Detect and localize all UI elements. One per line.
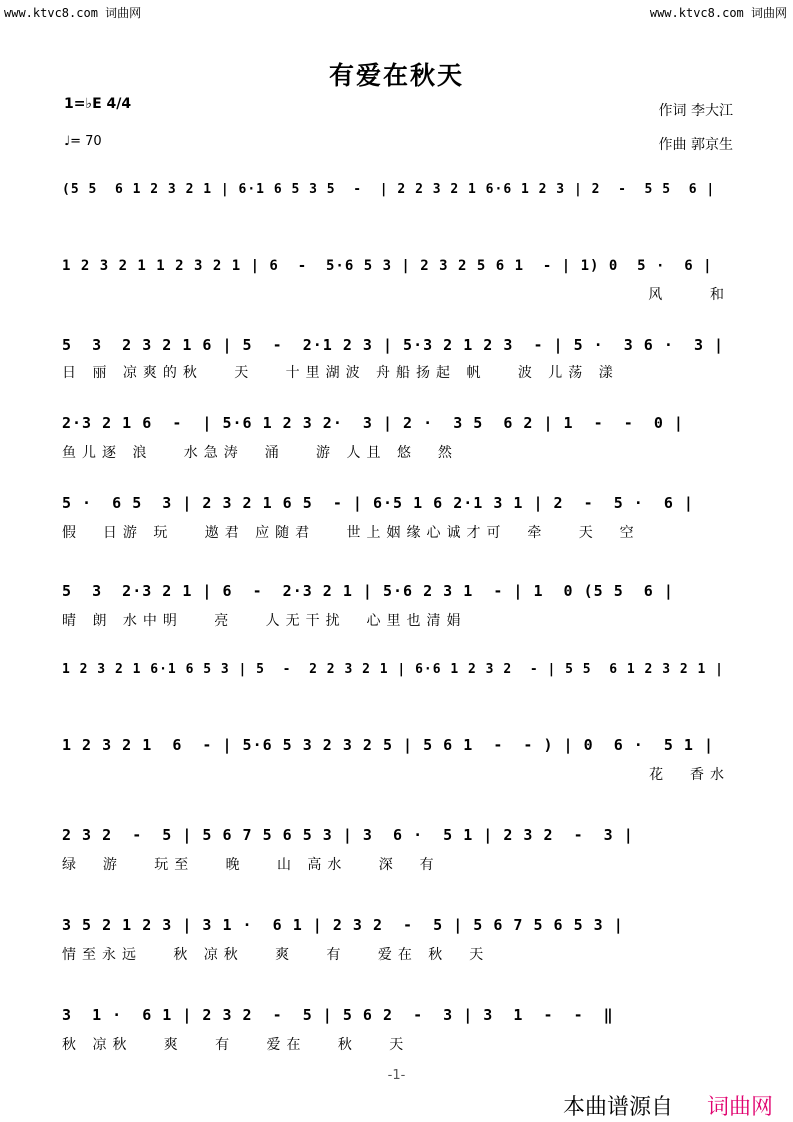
score-row-10-notes: 3 5 2 1 2 3 | 3 1 · 6 1 | 2 3 2 - 5 | 5 6 7 5 6 5 3 | [62, 916, 624, 934]
score-row-4-lyrics: 鱼儿逐 浪 水急涛 涌 游 人且 悠 然 [62, 445, 458, 461]
score-row-2-notes: 1 2 3 2 1 1 2 3 2 1 | 6 - 5·6 5 3 | 2 3 2 5 6 1 - | 1) 0 5 · 6 | [62, 258, 713, 274]
composer-credit: 作曲 郭京生 [658, 137, 733, 153]
tempo-marking: ♩= 70 [64, 134, 102, 149]
score-row-8-lyrics: 花 香水 [649, 767, 730, 783]
score-row-11-lyrics: 秋 凉秋 爽 有 爱在 秋 天 [62, 1037, 410, 1053]
score-row-11-notes: 3 1 · 6 1 | 2 3 2 - 5 | 5 6 2 - 3 | 3 1 - - ‖ [62, 1006, 614, 1024]
score-row-9-notes: 2 3 2 - 5 | 5 6 7 5 6 5 3 | 3 6 · 5 1 | 2 3 2 - 3 | [62, 826, 634, 844]
score-row-10-lyrics: 情至永远 秋 凉秋 爽 有 爱在 秋 天 [62, 947, 490, 963]
score-row-9-lyrics: 绿 游 玩至 晚 山 高水 深 有 [62, 857, 440, 873]
footer-source-text: 本曲谱源自 [562, 1095, 673, 1120]
score-row-8-notes: 1 2 3 2 1 6 - | 5·6 5 3 2 3 2 5 | 5 6 1 - - ) | 0 6 · 5 1 | [62, 736, 714, 754]
score-row-3-notes: 5 3 2 3 2 1 6 | 5 - 2·1 2 3 | 5·3 2 1 2 3 - | 5 · 3 6 · 3 | [62, 336, 725, 354]
watermark-left: www.ktvc8.com 词曲网 [4, 6, 142, 20]
score-row-4-notes: 2·3 2 1 6 - | 5·6 1 2 3 2· 3 | 2 · 3 5 6 2 | 1 - - 0 | [62, 414, 684, 432]
score-row-7-notes: 1 2 3 2 1 6·1 6 5 3 | 5 - 2 2 3 2 1 | 6·6 1 2 3 2 - | 5 5 6 1 2 3 2 1 | [62, 662, 724, 677]
page-number: -1- [387, 1068, 406, 1083]
score-row-2-lyrics: 风 和 [648, 287, 730, 303]
footer-brand: 词曲网 [706, 1095, 773, 1120]
score-row-5-notes: 5 · 6 5 3 | 2 3 2 1 6 5 - | 6·5 1 6 2·1 3 1 | 2 - 5 · 6 | [62, 494, 694, 512]
watermark-right: www.ktvc8.com 词曲网 [649, 6, 787, 20]
lyricist-credit: 作词 李大江 [658, 103, 733, 119]
key-signature: 1=♭E 4/4 [64, 96, 132, 112]
score-row-5-lyrics: 假 日游 玩 遨君 应随君 世上姻缘心诚才可 牵 天 空 [62, 525, 640, 541]
score-row-3-lyrics: 日 丽 凉爽的秋 天 十里湖波 舟船扬起 帆 波 儿荡 漾 [62, 365, 619, 381]
score-row-1-notes: (5 5 6 1 2 3 2 1 | 6·1 6 5 3 5 - | 2 2 3 2 1 6·6 1 2 3 | 2 - 5 5 6 | [62, 182, 716, 197]
score-row-6-notes: 5 3 2·3 2 1 | 6 - 2·3 2 1 | 5·6 2 3 1 - | 1 0 (5 5 6 | [62, 582, 674, 600]
score-row-6-lyrics: 晴 朗 水中明 亮 人无干扰 心里也清娟 [62, 613, 467, 629]
song-title: 有爱在秋天 [328, 61, 464, 90]
